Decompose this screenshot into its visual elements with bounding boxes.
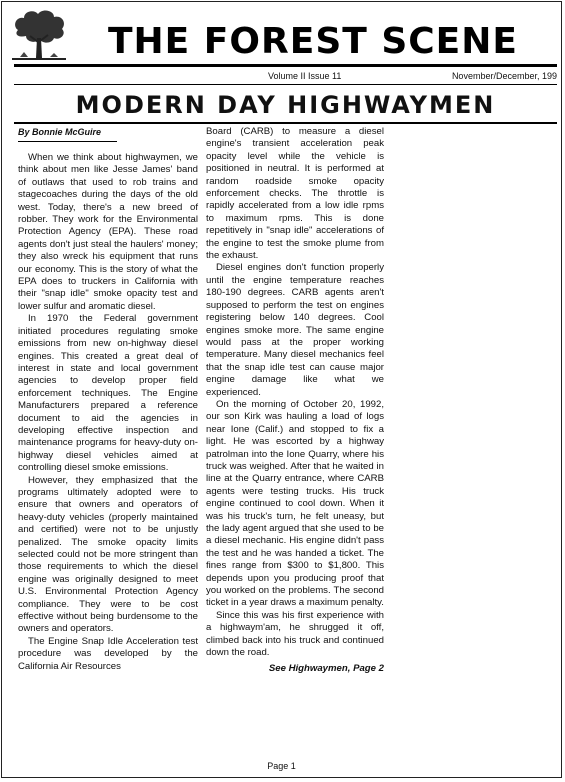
volume-issue: Volume II Issue 11 [268, 71, 342, 81]
byline: By Bonnie McGuire [18, 127, 102, 137]
tree-logo-icon [10, 8, 68, 62]
paragraph: On the morning of October 20, 1992, our son Kirk was hauling a load of logs near Ione (Calif.) and stopped to fix a light. He was escorted by a highway patrolman into the Ione Quarry, where his truck was weighed. After that he waited in line at the Quarry entrance, where CARB agents were testing trucks. His truck engine continued to cool down. When it was his truck's turn, he felt uneasy, but the lady agent argued that she used to be a diesel mechanic. His engine didn't pass the test and he was handed a ticket. The fines range from $300 to $1,800. This depends upon you producing proof that you worked on the problems. The second ticket in a year draws a maximum penalty. [206, 398, 384, 609]
paragraph: However, they emphasized that the programs ultimately adopted were to ensure that owners and operators of heavy-duty vehicles (properly maintained and certified) were not to be unjustly penalized. The smoke opacity limits selected could not be more stringent than those requirements to which the diesel engine was originally designed to meet U.S. Environmental Protection Agency compliance. They were to be cost effective without being burdensome to the owners and operators. [18, 474, 198, 635]
article-column-1 [18, 152, 198, 673]
page-number: Page 1 [267, 761, 296, 771]
paragraph: Board (CARB) to measure a diesel engine's transient acceleration peak opacity level while the vehicle is positioned in neutral. It is performed at random roadside smoke opacity enforcement checks. The throttle is rapidly accelerated from a low idle rpms to maximum rpms. This is done repetitively in "snap idle" accelerations of the engine to test the smoke plume from the exhaust. [206, 126, 384, 262]
headline-rule [14, 122, 557, 124]
issue-rule [14, 84, 557, 85]
newsletter-page [1, 1, 562, 778]
issue-date: November/December, 199 [451, 71, 557, 81]
paragraph: When we think about highwaymen, we think about men like Jesse James' band of outlaws that used to rob trains and stagecoaches during the days of the old west. Today, there's a new breed of robber. They work for the Environmental Protection Agency (EPA). These road agents don't just steal the haulers' money; they also wreck his equipment that runs our economy. This is the story of what the EPA does to truckers in California with their "snap idle" smoke opacity test and lower sulfur and aromatic diesel. [18, 152, 198, 312]
continued-link[interactable]: See Highwaymen, Page 2 [268, 663, 384, 675]
masthead-rule [14, 64, 557, 67]
paragraph: Since this was his first experience with a highwaym'am, he shrugged it off, climbed back into his truck and continued down the road. [206, 609, 384, 659]
issue-line [14, 69, 557, 83]
masthead-title: THE FOREST SCENE [108, 21, 518, 62]
article-headline: MODERN DAY HIGHWAYMEN [75, 91, 496, 119]
byline-rule [18, 141, 117, 142]
paragraph: The Engine Snap Idle Acceleration test procedure was developed by the California Air Resources [18, 635, 198, 672]
paragraph: Diesel engines don't function properly until the engine temperature reaches 180-190 degrees. CARB agents aren't supposed to perform the test on engines registering below 140 degrees. Cool engines smoke more. The same engine would pass at the proper working temperature. Many diesel mechanics feel that the snap idle test can cause major engine damage like what we experienced. [206, 262, 384, 398]
article-column-2 [206, 126, 384, 676]
paragraph: In 1970 the Federal government initiated procedures regulating smoke emissions from new on-highway diesel engines. This created a great deal of interest in state and local government agencies to develop proper field enforcement techniques. The Engine Manufacturers prepared a reference document to aid the agencies in developing effective inspection and maintenance programs for heavy-duty on-highway diesel vehicles aimed at controlling diesel smoke emissions. [18, 313, 198, 474]
